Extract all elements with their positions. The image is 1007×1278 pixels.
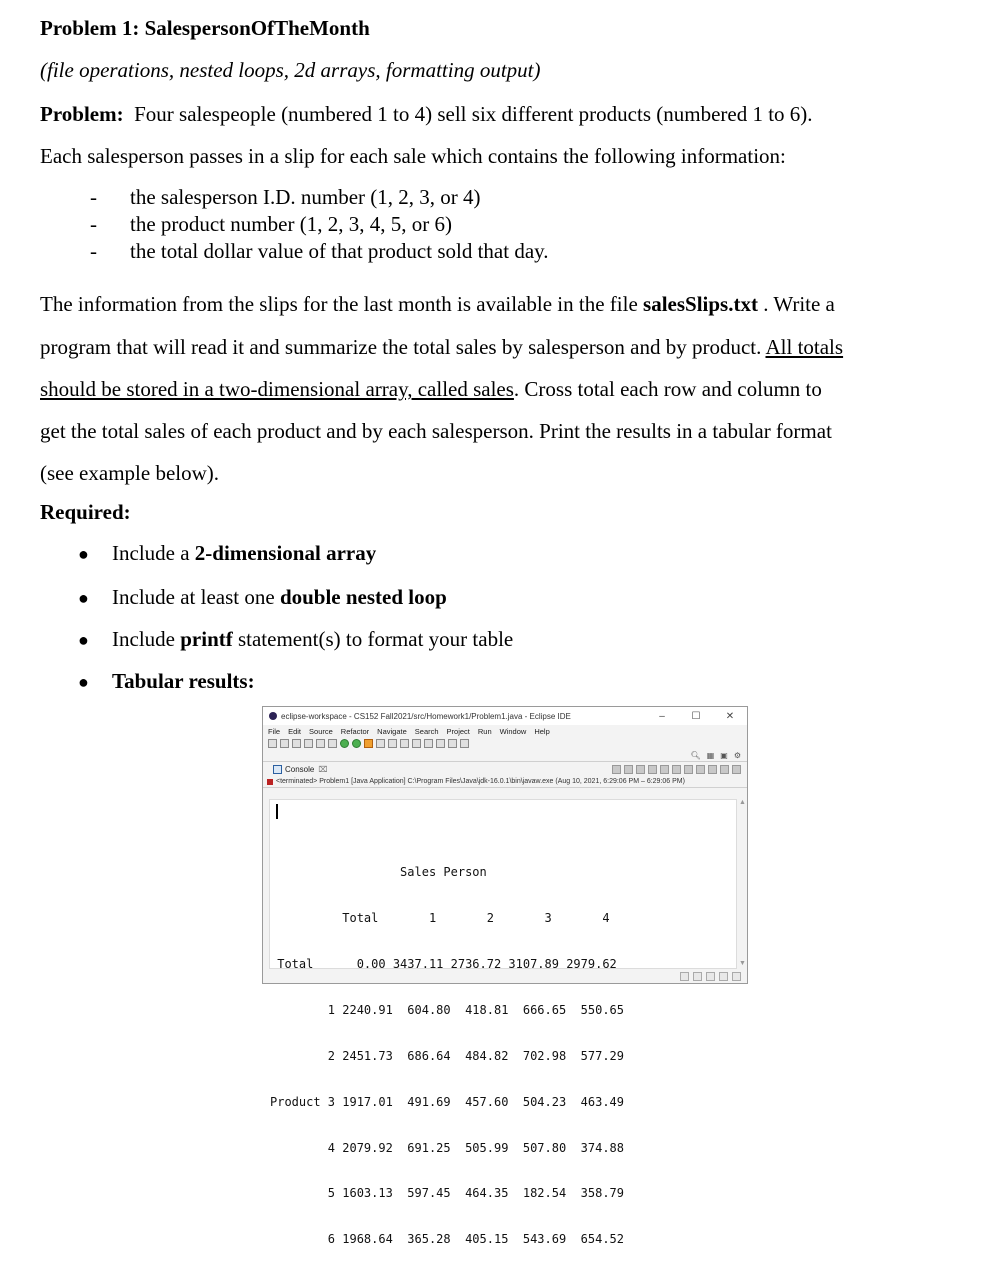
menu-bar (263, 725, 747, 737)
run-icon[interactable] (340, 739, 349, 748)
annotation-icon[interactable] (436, 739, 445, 748)
display-console-icon[interactable] (696, 765, 705, 774)
new-icon[interactable] (268, 739, 277, 748)
eclipse-window (262, 706, 748, 1247)
status-icon[interactable] (693, 972, 702, 981)
forward-icon[interactable] (460, 739, 469, 748)
open-console-icon[interactable] (708, 765, 717, 774)
scroll-up-icon[interactable]: ▲ (739, 799, 746, 806)
coverage-icon[interactable] (352, 739, 361, 748)
menu-project[interactable]: Project (446, 726, 470, 736)
debug-perspective-icon[interactable]: ⚙ (733, 750, 741, 760)
console-tab-close-icon[interactable]: ⌧ (318, 764, 328, 774)
output-line: 5 1603.13 597.45 464.35 182.54 358.79 (270, 1186, 625, 1201)
window-title: eclipse-workspace - CS152 Fall2021/src/Homework1/Problem1.java - Eclipse IDE (281, 711, 571, 721)
status-icon[interactable] (732, 972, 741, 981)
required-label: Required: (40, 500, 131, 524)
new-java-project-icon[interactable] (376, 739, 385, 748)
minimize-button[interactable]: – (659, 710, 665, 722)
output-line: Sales Person (270, 865, 487, 880)
menu-source[interactable]: Source (309, 726, 333, 736)
status-icon[interactable] (680, 972, 689, 981)
terminated-icon (267, 779, 273, 785)
maximize-view-icon[interactable] (732, 765, 741, 774)
output-line: 4 2079.92 691.25 505.99 507.80 374.88 (270, 1140, 625, 1155)
console-output (270, 800, 624, 1278)
dash-item: - the product number (1, 2, 3, 4, 5, or 6) (90, 212, 452, 236)
save-all-icon[interactable] (292, 739, 301, 748)
clear-console-icon[interactable] (648, 765, 657, 774)
file-name: salesSlips.txt (643, 292, 758, 316)
bullet-item: ● Include a 2-dimensional array (78, 541, 377, 565)
problem-text: Four salespeople (numbered 1 to 4) sell six different products (numbered 1 to 6). (134, 102, 813, 126)
menu-window[interactable]: Window (499, 726, 527, 736)
menu-file[interactable]: File (268, 726, 281, 736)
para2-line-5: (see example below). (40, 461, 220, 485)
scroll-lock-icon[interactable] (660, 765, 669, 774)
status-icon[interactable] (706, 972, 715, 981)
menu-refactor[interactable]: Refactor (340, 726, 370, 736)
console-view-tabbar (263, 761, 747, 776)
menu-help[interactable]: Help (534, 726, 550, 736)
word-wrap-icon[interactable] (672, 765, 681, 774)
console-tab[interactable]: Console (285, 764, 315, 774)
status-bar (263, 969, 747, 983)
para2-line-4: get the total sales of each product and by each salesperson. Print the results in a tabular format (40, 419, 832, 443)
perspective-toolbar (263, 749, 747, 761)
menu-search[interactable]: Search (414, 726, 439, 736)
terminal-icon[interactable] (304, 739, 313, 748)
output-line: 2 2451.73 686.64 484.82 702.98 577.29 (270, 1048, 625, 1063)
search-toolbar-icon[interactable] (424, 739, 433, 748)
console-output-area[interactable] (269, 799, 737, 1247)
open-type-icon[interactable] (412, 739, 421, 748)
problem-title: Problem 1: SalespersonOfTheMonth (40, 16, 370, 40)
close-button[interactable]: ✕ (725, 710, 735, 722)
window-titlebar (263, 707, 747, 725)
menu-navigate[interactable]: Navigate (377, 726, 407, 736)
status-icon[interactable] (719, 972, 728, 981)
dash-item: - the salesperson I.D. number (1, 2, 3, or 4) (90, 185, 481, 209)
java-perspective-icon[interactable]: ▣ (720, 750, 728, 760)
remove-launch-icon[interactable] (624, 765, 633, 774)
output-line: 6 1968.64 365.28 405.15 543.69 654.52 (270, 1232, 625, 1247)
new-class-icon[interactable] (400, 739, 409, 748)
console-status-text: <terminated> Problem1 [Java Application] C:\Program Files\Java\jdk-16.0.1\bin\javaw.exe (Aug 10, 2021, 6:29:06 PM – 6:29:06 PM) (276, 778, 685, 785)
maximize-button[interactable]: ☐ (691, 710, 701, 722)
back-icon[interactable] (448, 739, 457, 748)
output-line: 1 2240.91 604.80 418.81 666.65 550.65 (270, 1002, 625, 1017)
output-line: Product 3 1917.01 491.69 457.60 504.23 463.49 (270, 1094, 625, 1109)
new-package-icon[interactable] (388, 739, 397, 748)
terminate-icon[interactable] (612, 765, 621, 774)
remove-all-icon[interactable] (636, 765, 645, 774)
save-icon[interactable] (280, 739, 289, 748)
problem-line-2: Each salesperson passes in a slip for each sale which contains the following information: (40, 144, 786, 168)
bullet-item: ● Tabular results: (78, 669, 255, 693)
bullet-item: ● Include at least one double nested loop (78, 585, 447, 609)
debug-icon[interactable] (328, 739, 337, 748)
menu-edit[interactable]: Edit (288, 726, 302, 736)
menu-run[interactable]: Run (477, 726, 492, 736)
search-icon[interactable]: 🔍︎ (690, 750, 701, 760)
para2-line-3: should be stored in a two-dimensional array, called sales. Cross total each row and column to (40, 377, 822, 401)
eclipse-logo-icon (269, 712, 277, 720)
external-tools-icon[interactable] (364, 739, 373, 748)
para2-line-2: program that will read it and summarize the total sales by salesperson and by product. All totals (40, 335, 844, 359)
minimize-view-icon[interactable] (720, 765, 729, 774)
problem-line-1 (40, 102, 813, 127)
pin-console-icon[interactable] (684, 765, 693, 774)
skip-icon[interactable] (316, 739, 325, 748)
console-icon (273, 765, 282, 774)
output-line: Total 0.00 3437.11 2736.72 3107.89 2979.62 (270, 956, 617, 971)
bullet-item: ● Include printf statement(s) to format your table (78, 627, 514, 651)
dash-item: - the total dollar value of that product sold that day. (90, 239, 549, 263)
main-toolbar (263, 737, 747, 749)
console-status-line (263, 776, 747, 788)
output-line: Total 1 2 3 4 (270, 911, 610, 926)
open-perspective-icon[interactable]: ▦ (706, 750, 715, 760)
scroll-down-icon[interactable]: ▼ (739, 960, 746, 967)
problem-label: Problem: (40, 102, 124, 126)
vertical-scrollbar[interactable] (739, 799, 747, 967)
problem-subtitle: (file operations, nested loops, 2d arrays, formatting output) (40, 58, 541, 82)
para2-line-1: The information from the slips for the last month is available in the file salesSlips.txt . Write a (40, 292, 835, 316)
